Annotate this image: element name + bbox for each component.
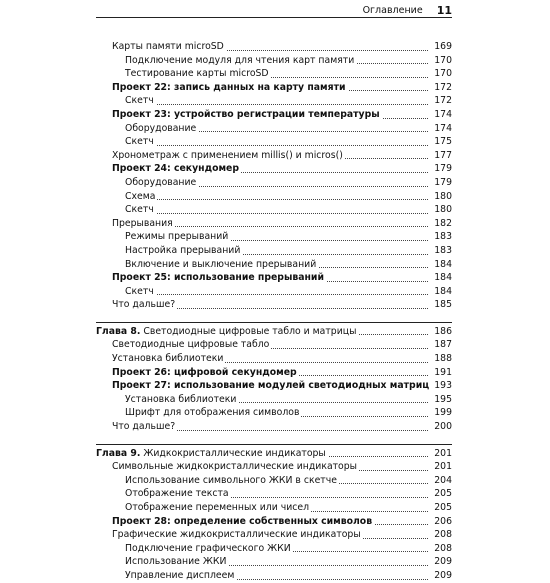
toc-entry[interactable]: [96, 108, 452, 122]
toc-page-number: 187: [434, 339, 452, 351]
toc-page-number: 201: [434, 447, 452, 459]
toc-entry-title: Что дальше?: [112, 421, 176, 433]
toc-page-number: 209: [434, 569, 452, 581]
toc-page-number: 191: [434, 366, 452, 378]
toc-entry-title: Схема: [125, 190, 156, 202]
toc-page-number: 186: [434, 325, 452, 337]
toc-page-number: 200: [434, 421, 452, 433]
toc-entry[interactable]: [96, 162, 452, 176]
toc-page-number: 174: [434, 122, 452, 134]
dot-leader: [125, 213, 428, 214]
toc-page-number: 205: [434, 502, 452, 513]
toc-entry-title: Тестирование карты microSD: [125, 68, 269, 80]
toc-entry-title: Карты памяти microSD: [112, 41, 224, 52]
toc-entry-title: Что дальше?: [112, 299, 176, 311]
toc-entry-title: Настройка прерываний: [125, 244, 241, 256]
toc-entry-title: Символьные жидкокристаллические индикаторы: [112, 461, 357, 473]
toc-page-number: 204: [434, 474, 452, 486]
toc-entry-title: Графические жидкокристаллические индикаторы: [112, 529, 361, 541]
chapter-label: Глава 8.: [96, 325, 141, 337]
dot-leader: [125, 294, 428, 295]
dot-leader: [125, 199, 428, 200]
toc-entry[interactable]: [96, 40, 452, 54]
toc-entry-title: Скетч: [125, 204, 154, 216]
toc-page-number: 209: [434, 556, 452, 568]
toc-page-number: 172: [434, 81, 452, 93]
toc-entry-title: Отображение переменных или чисел: [125, 502, 310, 513]
toc-entry-title: Проект 26: цифровой секундомер: [112, 366, 297, 378]
toc-page-number: 208: [434, 542, 452, 554]
toc-entry[interactable]: [96, 285, 452, 299]
toc-entry-title: [96, 447, 328, 461]
toc-entry[interactable]: [96, 542, 452, 556]
dot-leader: [125, 145, 428, 146]
toc-entry-title: Проект 23: устройство регистрации температуры: [112, 108, 380, 120]
toc-entry[interactable]: [96, 67, 452, 81]
toc-page-number: 169: [434, 41, 452, 52]
section-gap: [96, 312, 452, 322]
toc-entry[interactable]: [96, 569, 452, 583]
toc-entry[interactable]: [96, 271, 452, 285]
table-of-contents: [96, 40, 452, 583]
toc-entry[interactable]: [96, 122, 452, 136]
toc-entry[interactable]: [96, 352, 452, 366]
toc-entry-title: Проект 27: использование модулей светодиодных матриц: [112, 380, 430, 392]
toc-entry-title: Хронометраж с применением millis() и micros(): [112, 149, 343, 161]
toc-page-number: 170: [434, 68, 452, 80]
toc-entry[interactable]: [96, 393, 452, 407]
toc-entry-title: Установка библиотеки: [112, 353, 224, 365]
toc-page-number: 184: [434, 285, 452, 297]
toc-entry-title: Скетч: [125, 136, 154, 148]
toc-entry-title: Шрифт для отображения символов: [125, 407, 300, 419]
toc-entry-title: Установка библиотеки: [125, 393, 237, 405]
toc-entry[interactable]: [96, 379, 452, 393]
toc-entry[interactable]: [96, 366, 452, 380]
header-rule: [96, 17, 452, 18]
toc-page-number: 170: [434, 54, 452, 66]
toc-entry[interactable]: [96, 298, 452, 312]
toc-entry[interactable]: [96, 176, 452, 190]
toc-entry-title: Подключение графического ЖКИ: [125, 542, 291, 554]
toc-page-number: 180: [434, 204, 452, 216]
chapter-title: Светодиодные цифровые табло и матрицы: [140, 325, 357, 337]
toc-entry-title: Отображение текста: [125, 488, 229, 500]
toc-chapter-row[interactable]: [96, 325, 452, 339]
toc-page-number: 182: [434, 217, 452, 229]
toc-entry[interactable]: [96, 190, 452, 204]
toc-entry-title: Включение и выключение прерываний: [125, 258, 317, 270]
toc-entry[interactable]: [96, 54, 452, 68]
toc-entry[interactable]: [96, 528, 452, 542]
page-header: [96, 3, 452, 17]
toc-entry-title: Подключение модуля для чтения карт памяти: [125, 54, 355, 66]
toc-entry[interactable]: [96, 487, 452, 501]
toc-entry-title: Оборудование: [125, 176, 197, 188]
toc-page-number: 174: [434, 108, 452, 120]
toc-entry-title: Проект 25: использование прерываний: [112, 272, 324, 284]
toc-chapter-row[interactable]: [96, 447, 452, 461]
toc-page-number: 183: [434, 244, 452, 256]
toc-page-number: 185: [434, 299, 452, 311]
toc-page-number: 205: [434, 488, 452, 500]
toc-entry[interactable]: [96, 94, 452, 108]
toc-page-number: 193: [434, 380, 452, 392]
toc-page-number: 208: [434, 529, 452, 541]
toc-entry[interactable]: [96, 149, 452, 163]
toc-entry-title: [96, 325, 358, 339]
chapter-label: Глава 9.: [96, 447, 141, 459]
toc-page-number: 201: [434, 461, 452, 473]
toc-entry[interactable]: [96, 515, 452, 529]
page-number: 11: [436, 3, 452, 17]
chapter-rule: [96, 444, 452, 445]
toc-entry-title: Проект 28: определение собственных символов: [112, 515, 373, 527]
toc-entry-title: Использование символьного ЖКИ в скетче: [125, 474, 337, 486]
toc-entry[interactable]: [96, 217, 452, 231]
toc-page-number: 184: [434, 272, 452, 284]
toc-page-number: 188: [434, 353, 452, 365]
toc-entry-title: Использование ЖКИ: [125, 556, 227, 568]
toc-entry[interactable]: [96, 555, 452, 569]
toc-entry-title: Скетч: [125, 95, 154, 107]
dot-leader: [125, 104, 428, 105]
toc-entry[interactable]: [96, 81, 452, 95]
toc-page-number: 179: [434, 176, 452, 188]
chapter-rule: [96, 322, 452, 323]
toc-entry[interactable]: [96, 501, 452, 515]
toc-entry[interactable]: [96, 203, 452, 217]
chapter-title: Жидкокристаллические индикаторы: [140, 447, 326, 459]
toc-entry[interactable]: [96, 406, 452, 420]
toc-page-number: 180: [434, 190, 452, 202]
toc-entry-title: Режимы прерываний: [125, 231, 229, 243]
toc-entry[interactable]: [96, 474, 452, 488]
toc-entry-title: Оборудование: [125, 122, 197, 134]
toc-entry[interactable]: [96, 258, 452, 272]
toc-page-number: 184: [434, 258, 452, 270]
toc-entry-title: Светодиодные цифровые табло: [112, 339, 270, 351]
toc-page-number: 172: [434, 95, 452, 107]
toc-page-number: 206: [434, 515, 452, 527]
toc-page-number: 179: [434, 163, 452, 175]
toc-entry[interactable]: [96, 135, 452, 149]
toc-page-number: 199: [434, 407, 452, 419]
toc-entry-title: Скетч: [125, 285, 154, 297]
toc-entry[interactable]: [96, 244, 452, 258]
toc-page-number: 175: [434, 136, 452, 148]
toc-entry[interactable]: [96, 230, 452, 244]
toc-entry[interactable]: [96, 460, 452, 474]
toc-page-number: 183: [434, 231, 452, 243]
toc-page-number: 195: [434, 393, 452, 405]
toc-entry[interactable]: [96, 420, 452, 434]
section-gap: [96, 434, 452, 444]
toc-entry[interactable]: [96, 338, 452, 352]
running-title: Оглавление: [362, 4, 423, 16]
toc-entry-title: Прерывания: [112, 217, 173, 229]
toc-entry-title: Проект 22: запись данных на карту памяти: [112, 81, 346, 93]
toc-page-number: 177: [434, 149, 452, 161]
toc-entry-title: Проект 24: секундомер: [112, 163, 240, 175]
toc-entry-title: Управление дисплеем: [125, 569, 235, 581]
